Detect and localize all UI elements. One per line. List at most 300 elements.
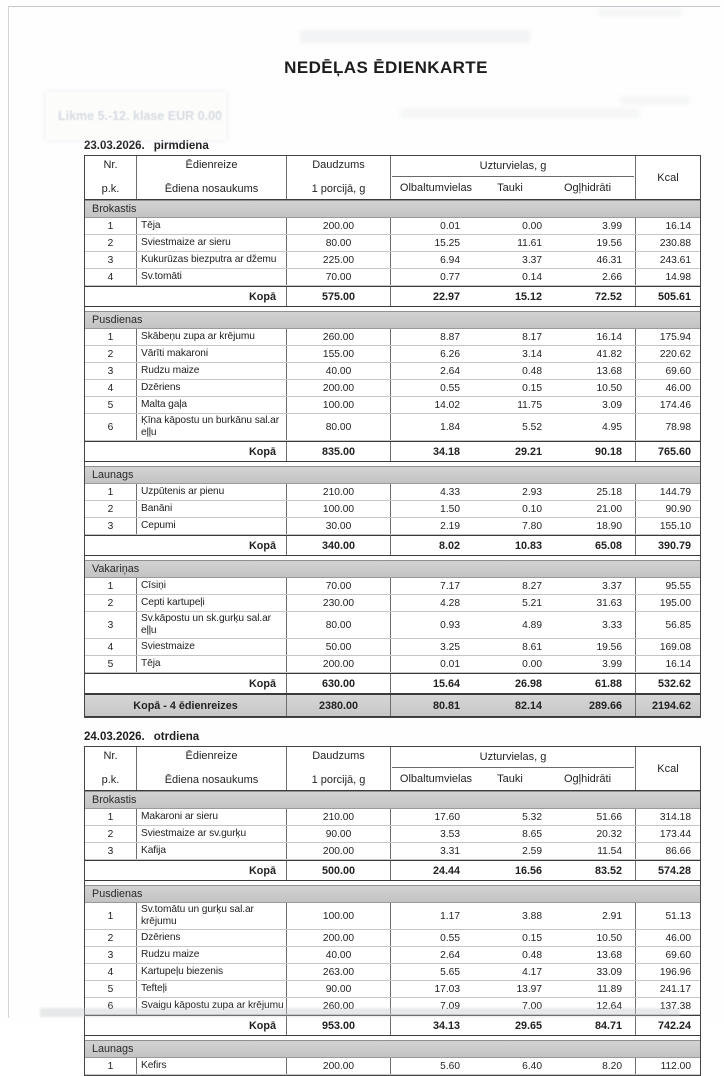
- total-kcal: 532.62: [657, 677, 691, 690]
- total-kcal: 765.60: [657, 445, 691, 458]
- carb-value: 3.99: [602, 658, 622, 670]
- day-total-kcal: 2194.62: [651, 699, 691, 712]
- dish-line: Rudzu maize: [141, 949, 200, 960]
- cell-carb: [555, 484, 636, 500]
- cell-nr: 4: [85, 269, 137, 285]
- header-qty-line1: Daudzums: [312, 750, 365, 762]
- table-row: [85, 930, 700, 947]
- dish-line: Sv.tomātu un gurķu sal.ar: [141, 904, 254, 915]
- cell-carb: [555, 947, 636, 963]
- menu-table: [84, 155, 701, 718]
- cell-dish: [137, 414, 287, 440]
- cell-dish: [137, 269, 287, 285]
- total-protein: 15.64: [432, 677, 460, 690]
- header-qty: [287, 156, 391, 199]
- cell-fat: 0.15: [522, 932, 542, 944]
- day-heading: [84, 731, 701, 743]
- cell-protein: 5.65: [440, 966, 460, 978]
- cell-carb: [555, 414, 636, 440]
- total-kcal: 742.24: [657, 1019, 691, 1032]
- cell-protein: 6.94: [440, 254, 460, 266]
- header-fat: Tauki: [497, 773, 523, 785]
- carb-value: 18.90: [596, 520, 622, 532]
- carb-value: 2.91: [602, 910, 622, 922]
- cell-nr: 4: [85, 639, 137, 655]
- cell-fat: 2.59: [522, 845, 542, 857]
- header-nr: [85, 156, 137, 199]
- carb-value: 21.00: [596, 503, 622, 515]
- table-row: [85, 380, 700, 397]
- menu-table: [84, 746, 701, 1076]
- table-row: [85, 518, 700, 535]
- cell-kcal: 314.18: [659, 811, 691, 823]
- cell-carb: [555, 903, 636, 929]
- cell-nr: 4: [85, 380, 137, 396]
- carb-value: 11.89: [597, 983, 622, 995]
- total-qty: 575.00: [287, 287, 391, 306]
- cell-protein: 1.50: [440, 503, 460, 515]
- cell-carb: [555, 235, 636, 251]
- carb-value: 16.14: [596, 331, 622, 343]
- scan-edge-left: [8, 6, 9, 1018]
- total-carb: [555, 536, 636, 555]
- total-qty: 500.00: [287, 861, 391, 880]
- cell-dish: [137, 656, 287, 672]
- cell-dish: [137, 930, 287, 946]
- cell-protein: 1.84: [440, 421, 460, 433]
- scan-artifact: [620, 96, 690, 105]
- cell-protein: 0.55: [440, 382, 460, 394]
- cell-qty: 200.00: [287, 380, 391, 396]
- total-carb: [555, 674, 636, 693]
- cell-nr: 6: [85, 998, 137, 1014]
- cell-dish: [137, 518, 287, 534]
- cell-protein: 3.53: [440, 828, 460, 840]
- cell-dish: [137, 826, 287, 842]
- dish-line: Sv.kāpostu un sk.gurķu sal.ar: [141, 613, 271, 624]
- dish-line: Kukurūzas biezputra ar džemu: [141, 254, 277, 265]
- cell-kcal: 174.46: [659, 399, 691, 411]
- cell-dish: [137, 380, 287, 396]
- cell-fat: 4.89: [522, 619, 542, 631]
- table-row: [85, 964, 700, 981]
- scan-edge-top: [8, 6, 720, 7]
- cell-qty: 80.00: [287, 612, 391, 638]
- cell-carb: [555, 518, 636, 534]
- cell-protein: 1.17: [440, 910, 460, 922]
- cell-protein: 4.33: [440, 486, 460, 498]
- cell-protein: 4.28: [440, 597, 460, 609]
- cell-protein: 15.25: [434, 237, 460, 249]
- total-label: Kopā: [85, 674, 287, 693]
- day-heading: [84, 140, 701, 152]
- total-fat: 29.21: [514, 445, 542, 458]
- cell-protein: 7.17: [440, 580, 460, 592]
- cell-nr: 2: [85, 501, 137, 517]
- carb-value: 51.66: [596, 811, 622, 823]
- header-meal: [137, 156, 287, 199]
- table-row: [85, 484, 700, 501]
- header-nr: [85, 747, 137, 790]
- carb-value: 61.88: [594, 677, 622, 690]
- cell-protein: 3.25: [440, 641, 460, 653]
- header-nr-line2: p.k.: [101, 774, 120, 786]
- table-row: [85, 843, 700, 860]
- cell-dish: [137, 947, 287, 963]
- carb-value: 90.18: [594, 445, 622, 458]
- cell-fat: 0.15: [522, 382, 542, 394]
- section-bar: Launags: [85, 466, 700, 484]
- section-total-row: [85, 535, 700, 556]
- header-qty-line2: 1 porcijā, g: [311, 774, 366, 786]
- cell-qty: 200.00: [287, 843, 391, 859]
- cell-kcal: 230.88: [659, 237, 691, 249]
- cell-dish: [137, 397, 287, 413]
- scan-artifact: [598, 8, 682, 17]
- day-total-carb: [555, 695, 636, 716]
- cell-dish: [137, 964, 287, 980]
- cell-nr: 4: [85, 964, 137, 980]
- table-row: [85, 595, 700, 612]
- cell-fat: 5.21: [522, 597, 542, 609]
- cell-qty: 100.00: [287, 397, 391, 413]
- day-total-label: Kopā - 4 ēdienreizes: [85, 695, 287, 716]
- cell-fat: 3.88: [522, 910, 542, 922]
- cell-carb: [555, 930, 636, 946]
- total-qty: 630.00: [287, 674, 391, 693]
- cell-carb: [555, 578, 636, 594]
- header-meal-line1: Ēdienreize: [185, 750, 238, 762]
- dish-line: Kartupeļu biezenis: [141, 966, 224, 977]
- carb-value: 31.63: [596, 597, 622, 609]
- cell-carb: [555, 329, 636, 345]
- section-bar: Brokastis: [85, 200, 700, 218]
- dish-line: Sviestmaize ar sieru: [141, 237, 231, 248]
- cell-nr: 2: [85, 235, 137, 251]
- menu-table-header: [85, 156, 700, 200]
- cell-fat: 8.27: [522, 580, 542, 592]
- cell-fat: 3.14: [522, 348, 542, 360]
- cell-dish: [137, 595, 287, 611]
- cell-nr: 1: [85, 484, 137, 500]
- table-row: [85, 656, 700, 673]
- carb-value: 19.56: [596, 237, 622, 249]
- cell-dish: [137, 218, 287, 234]
- table-row: [85, 809, 700, 826]
- cell-kcal: 14.98: [665, 271, 691, 283]
- header-protein: Olbaltumvielas: [399, 182, 473, 194]
- total-fat: 10.83: [514, 539, 542, 552]
- header-nr-line2: p.k.: [101, 183, 120, 195]
- cell-dish: [137, 235, 287, 251]
- header-meal-line1: Ēdienreize: [185, 159, 238, 171]
- cell-carb: [555, 809, 636, 825]
- cell-kcal: 78.98: [665, 421, 691, 433]
- cell-dish: [137, 1058, 287, 1074]
- cell-dish: [137, 501, 287, 517]
- header-kcal: Kcal: [657, 762, 679, 775]
- cell-nr: 6: [85, 414, 137, 440]
- cell-protein: 0.77: [440, 271, 460, 283]
- day-weekday: otrdiena: [153, 731, 200, 743]
- cell-kcal: 56.85: [665, 619, 691, 631]
- cell-qty: 80.00: [287, 414, 391, 440]
- cell-dish: [137, 612, 287, 638]
- table-row: [85, 346, 700, 363]
- cell-carb: [555, 363, 636, 379]
- section-bar: Launags: [85, 1040, 700, 1058]
- dish-line: Sviestmaize: [141, 641, 195, 652]
- section-total-row: [85, 860, 700, 881]
- carb-value: 12.64: [596, 1000, 622, 1012]
- table-row: [85, 578, 700, 595]
- total-fat: 15.12: [514, 290, 542, 303]
- dish-line: Uzpūtenis ar pienu: [141, 486, 225, 497]
- dish-line: Rudzu maize: [141, 365, 200, 376]
- cell-protein: 7.09: [440, 1000, 460, 1012]
- header-meal: [137, 747, 287, 790]
- cell-nr: 1: [85, 218, 137, 234]
- cell-kcal: 46.00: [665, 932, 691, 944]
- cell-qty: 30.00: [287, 518, 391, 534]
- cell-protein: 6.26: [440, 348, 460, 360]
- total-protein: 24.44: [432, 864, 460, 877]
- cell-protein: 8.87: [440, 331, 460, 343]
- dish-line: Cepumi: [141, 520, 176, 531]
- table-row: [85, 639, 700, 656]
- cell-fat: 7.00: [522, 1000, 542, 1012]
- carb-value: 2.66: [602, 271, 622, 283]
- cell-nr: 5: [85, 397, 137, 413]
- cell-carb: [555, 964, 636, 980]
- cell-qty: 200.00: [287, 218, 391, 234]
- cell-protein: 2.64: [440, 949, 460, 961]
- table-row: [85, 414, 700, 441]
- cell-fat: 0.00: [522, 658, 542, 670]
- total-carb: [555, 1016, 636, 1035]
- cell-fat: 13.97: [516, 983, 542, 995]
- cell-qty: 260.00: [287, 329, 391, 345]
- cell-kcal: 220.62: [659, 348, 691, 360]
- cell-kcal: 16.14: [665, 658, 691, 670]
- cell-carb: [555, 380, 636, 396]
- cell-nr: 1: [85, 329, 137, 345]
- cell-kcal: 144.79: [659, 486, 691, 498]
- carb-value: 20.32: [596, 828, 622, 840]
- cell-qty: 210.00: [287, 484, 391, 500]
- day-block-monday: [84, 140, 701, 718]
- carb-value: 8.20: [602, 1060, 622, 1072]
- section-total-row: [85, 673, 700, 694]
- cell-nr: 2: [85, 595, 137, 611]
- section-total-row: [85, 1015, 700, 1036]
- cell-protein: 2.64: [440, 365, 460, 377]
- day-weekday: pirmdiena: [153, 140, 209, 152]
- cell-dish: [137, 363, 287, 379]
- cell-kcal: 90.90: [665, 503, 691, 515]
- cell-carb: [555, 826, 636, 842]
- table-row: [85, 235, 700, 252]
- cell-kcal: 46.00: [665, 382, 691, 394]
- dish-line: Sv.tomāti: [141, 271, 182, 282]
- cell-protein: 5.60: [440, 1060, 460, 1072]
- carb-value: 41.82: [596, 348, 622, 360]
- cell-nr: 3: [85, 363, 137, 379]
- cell-fat: 5.52: [522, 421, 542, 433]
- cell-kcal: 112.00: [660, 1060, 691, 1072]
- cell-dish: [137, 252, 287, 268]
- cell-protein: 17.03: [434, 983, 460, 995]
- cell-nr: 3: [85, 843, 137, 859]
- cell-nr: 3: [85, 612, 137, 638]
- dish-line: Banāni: [141, 503, 173, 514]
- cell-kcal: 95.55: [665, 580, 691, 592]
- day-total-row: [85, 694, 700, 717]
- table-row: [85, 252, 700, 269]
- cell-kcal: 51.13: [665, 910, 691, 922]
- section-total-row: [85, 441, 700, 462]
- header-meal-line2: Ēdiena nosaukums: [164, 774, 259, 786]
- cell-carb: [555, 612, 636, 638]
- cell-dish: [137, 809, 287, 825]
- table-row: [85, 1058, 700, 1075]
- dish-line: Ķīna kāpostu un burkānu sal.ar: [141, 415, 280, 426]
- table-row: [85, 269, 700, 286]
- carb-value: 3.09: [602, 399, 622, 411]
- cell-fat: 8.61: [522, 641, 542, 653]
- cell-fat: 11.61: [517, 237, 542, 249]
- cell-dish: [137, 329, 287, 345]
- total-kcal: 574.28: [657, 864, 691, 877]
- cell-fat: 7.80: [522, 520, 542, 532]
- carb-value: 3.33: [602, 619, 622, 631]
- cell-nr: 5: [85, 656, 137, 672]
- cell-qty: 100.00: [287, 501, 391, 517]
- cell-fat: 0.14: [522, 271, 542, 283]
- cell-carb: [555, 346, 636, 362]
- cell-carb: [555, 639, 636, 655]
- header-kcal: Kcal: [657, 171, 679, 184]
- day-total-fat: 82.14: [514, 699, 542, 712]
- header-nutrients-title: Uzturvielas, g: [392, 156, 634, 177]
- cell-qty: 70.00: [287, 578, 391, 594]
- cell-qty: 230.00: [287, 595, 391, 611]
- carb-value: 289.66: [588, 699, 622, 712]
- cell-protein: 0.01: [440, 658, 460, 670]
- cell-carb: [555, 843, 636, 859]
- cell-kcal: 69.60: [665, 365, 691, 377]
- cell-fat: 4.17: [522, 966, 542, 978]
- cell-nr: 2: [85, 346, 137, 362]
- table-row: [85, 218, 700, 235]
- carb-value: 72.52: [594, 290, 622, 303]
- total-carb: [555, 287, 636, 306]
- cell-protein: 0.55: [440, 932, 460, 944]
- table-row: [85, 826, 700, 843]
- cell-fat: 3.37: [522, 254, 542, 266]
- carb-value: 13.68: [596, 365, 622, 377]
- dish-line: Cīsiņi: [141, 580, 166, 591]
- cell-fat: 8.65: [522, 828, 542, 840]
- cell-kcal: 173.44: [659, 828, 691, 840]
- cell-qty: 40.00: [287, 947, 391, 963]
- cell-nr: 3: [85, 252, 137, 268]
- cell-dish: [137, 981, 287, 997]
- dish-line: Cepti kartupeļi: [141, 597, 205, 608]
- cell-kcal: 69.60: [665, 949, 691, 961]
- cell-nr: 2: [85, 826, 137, 842]
- cell-protein: 3.31: [440, 845, 460, 857]
- cell-nr: 2: [85, 930, 137, 946]
- cell-carb: [555, 397, 636, 413]
- dish-line: Kefirs: [141, 1060, 167, 1071]
- header-nutrients: [391, 747, 636, 790]
- cell-qty: 90.00: [287, 826, 391, 842]
- table-row: [85, 397, 700, 414]
- total-protein: 8.02: [438, 539, 460, 552]
- header-nutrients: [391, 156, 636, 199]
- cell-kcal: 137.38: [659, 1000, 691, 1012]
- cell-fat: 8.17: [522, 331, 542, 343]
- total-fat: 16.56: [514, 864, 542, 877]
- dish-line: Tefteļi: [141, 983, 167, 994]
- carb-value: 11.54: [597, 845, 622, 857]
- cell-fat: 0.48: [522, 949, 542, 961]
- day-block-tuesday: [84, 731, 701, 1076]
- carb-value: 13.68: [596, 949, 622, 961]
- header-nutrients-title: Uzturvielas, g: [392, 747, 634, 768]
- header-nutrients-sub: [391, 768, 635, 790]
- scan-artifact: [400, 108, 640, 118]
- carb-value: 33.09: [596, 966, 622, 978]
- cell-qty: 90.00: [287, 981, 391, 997]
- cell-fat: 11.75: [517, 399, 542, 411]
- header-meal-line2: Ēdiena nosaukums: [164, 183, 259, 195]
- total-qty: 340.00: [287, 536, 391, 555]
- cell-nr: 3: [85, 947, 137, 963]
- total-kcal: 505.61: [657, 290, 691, 303]
- header-nr-line1: Nr.: [103, 750, 118, 762]
- cell-carb: [555, 501, 636, 517]
- cell-dish: [137, 578, 287, 594]
- cell-qty: 40.00: [287, 363, 391, 379]
- cell-nr: 1: [85, 903, 137, 929]
- dish-line: krējumu: [141, 916, 177, 927]
- total-fat: 26.98: [514, 677, 542, 690]
- table-row: [85, 501, 700, 518]
- cell-qty: 100.00: [287, 903, 391, 929]
- scan-artifact: [300, 30, 530, 43]
- cell-qty: 260.00: [287, 998, 391, 1014]
- carb-value: 4.95: [602, 421, 622, 433]
- day-date: 24.03.2026.: [84, 731, 145, 743]
- carb-value: 19.56: [596, 641, 622, 653]
- cell-fat: 5.32: [522, 811, 542, 823]
- cell-protein: 0.93: [440, 619, 460, 631]
- header-nutrients-sub: [391, 177, 635, 199]
- total-carb: [555, 442, 636, 461]
- carb-value: 3.37: [602, 580, 622, 592]
- dish-line: Dzēriens: [141, 382, 181, 393]
- header-protein: Olbaltumvielas: [399, 773, 473, 785]
- total-label: Kopā: [85, 861, 287, 880]
- carb-value: 83.52: [594, 864, 622, 877]
- cell-fat: 0.00: [522, 220, 542, 232]
- header-fat: Tauki: [497, 182, 523, 194]
- cell-qty: 210.00: [287, 809, 391, 825]
- dish-line: Malta gaļa: [141, 399, 188, 410]
- table-row: [85, 903, 700, 930]
